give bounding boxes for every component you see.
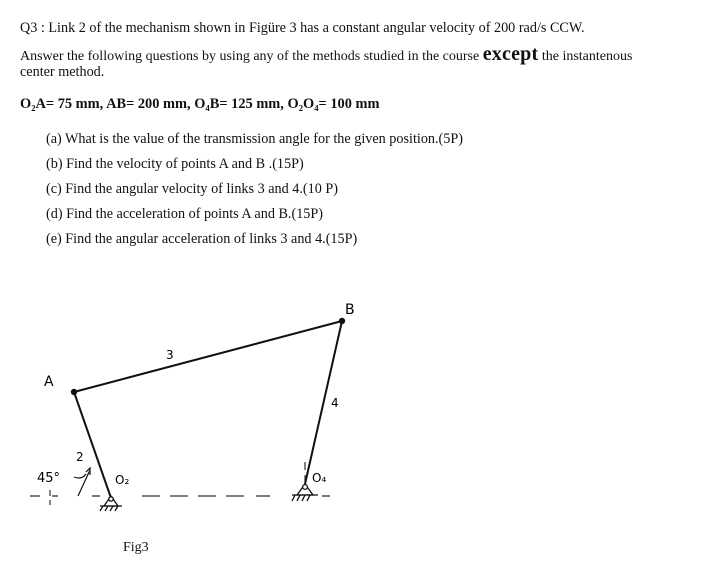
figure-caption: Fig3 [123, 540, 149, 555]
given-o4b: O₄B= 125 mm, [194, 96, 284, 112]
angle-indicator [74, 468, 90, 496]
instruction-emphasis: except [482, 43, 539, 65]
link-2 [74, 392, 111, 498]
label-link-4: 4 [331, 396, 339, 410]
label-angle: 45° [37, 471, 61, 486]
given-o2a: O₂A= 75 mm, [20, 96, 104, 112]
label-o4: O₄ [312, 471, 327, 485]
question-instruction-line2: center method. [20, 64, 105, 80]
question-part-c: (c) Find the angular velocity of links 3 and 4.(10 P) [46, 181, 338, 197]
label-o2: O₂ [115, 473, 130, 487]
instruction-pre: Answer the following questions by using any of the methods studied in the course [20, 49, 483, 64]
instruction-post: the instantenous [538, 49, 633, 64]
question-title: Q3 : Link 2 of the mechanism shown in Figüre 3 has a constant angular velocity of 200 rad/s CCW. [20, 20, 585, 36]
joint-a [71, 389, 77, 395]
given-o2o4: O₂O₄= 100 mm [287, 96, 380, 112]
label-a: A [44, 374, 54, 390]
label-link-3: 3 [166, 348, 174, 362]
label-b: B [345, 302, 355, 318]
question-part-d: (d) Find the acceleration of points A and B.(15P) [46, 206, 323, 222]
given-ab: AB= 200 mm, [106, 96, 191, 112]
joint-b [339, 318, 345, 324]
question-part-b: (b) Find the velocity of points A and B .(15P) [46, 156, 304, 172]
link-3 [74, 321, 342, 392]
reference-verticals [50, 462, 305, 505]
ground-pivot-o2 [100, 496, 122, 511]
ground-pivot-o4 [292, 484, 318, 501]
question-part-a: (a) What is the value of the transmission angle for the given position.(5P) [46, 131, 463, 147]
question-part-e: (e) Find the angular acceleration of links 3 and 4.(15P) [46, 231, 358, 247]
label-link-2: 2 [76, 450, 84, 464]
